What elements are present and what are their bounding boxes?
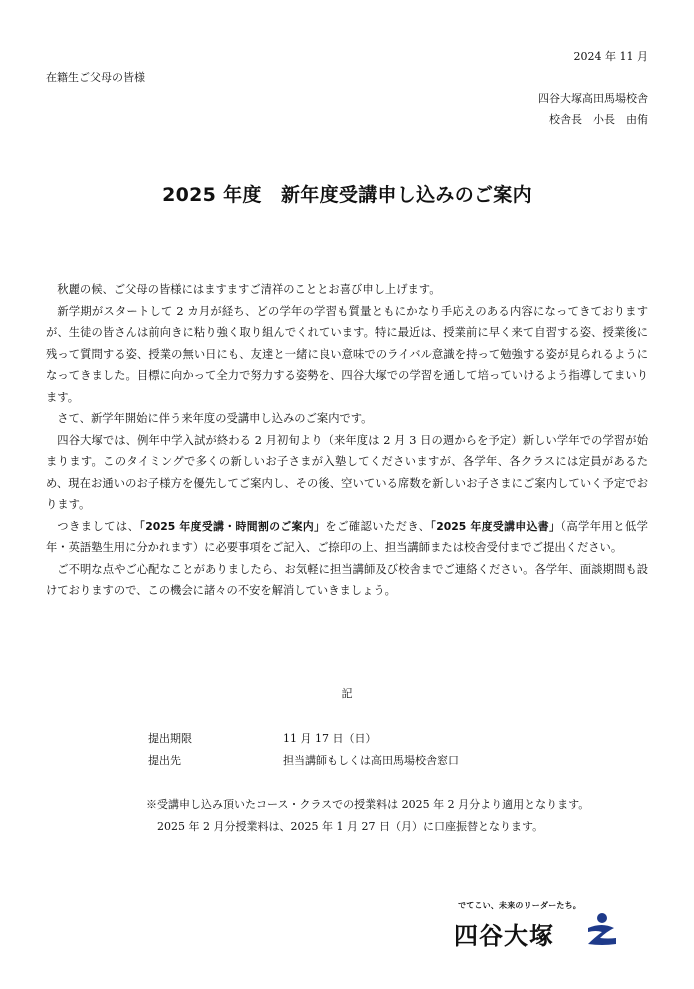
issue-date: 2024 年 11 月 [573,50,648,63]
paragraph-schedule: 四谷大塚では、例年中学入試が終わる 2 月初旬より（来年度は 2 月 3 日の週からを予定）新しい学年での学習が始まります。このタイミングで多くの新しいお子さまが入塾してくださいますが、各学年、各クラスには定員があるため、現在お通いのお子様方を優先してご案内し、その後、空いている席数を新しいお子さまにご案内していく予定でおります。 [46,433,648,511]
logo-name: 四谷大塚 [454,922,554,950]
yotsuya-otsuka-mark-icon [580,908,624,952]
school-name: 四谷大塚高田馬場校舎 [538,92,648,105]
document-title: 2025 年度 新年度受講申し込みのご案内 [162,184,532,206]
paragraph-progress: 新学期がスタートして 2 カ月が経ち、どの学年の学習も質量ともにかなり手応えのある内容になってきておりますが、生徒の皆さんは前向きに粘り強く取り組んでくれています。特に最近は、授業前に早く来て自習する姿、授業後に残って質問する姿、授業の無い日にも、友達と一緒に良い意味でのライバル意識を持って勉強する姿が見られるようになってきました。目標に向かって全力で努力する姿勢を、四谷大塚での学習を通して培っていけるよう指導してまいります。 [46,304,648,404]
recipient: 在籍生ご父母の皆様 [46,71,145,84]
paragraph-contact: ご不明な点やご心配なことがありましたら、お気軽に担当講師及び校舎までご連絡ください。各学年、面談期間も設けておりますので、この機会に諸々の不安を解消していきましょう。 [46,562,648,597]
principal-name: 校舎長 小長 由侑 [549,113,648,126]
schedule-guide-ref: 「2025 年度受講・時間割のご案内」 [139,519,326,533]
paragraph-intro: さて、新学年開始に伴う来年度の受講申し込みのご案内です。 [57,412,373,425]
deadline-label: 提出期限 [148,732,192,745]
destination-label: 提出先 [148,754,181,767]
destination-value: 担当講師もしくは高田馬場校舎窓口 [283,754,459,767]
paragraph-greeting: 秋麗の候、ご父母の皆様にはますますご清祥のこととお喜び申し上げます。 [57,283,441,296]
application-form-ref: 「2025 年度受講申込書」 [430,519,561,533]
deadline-value: 11 月 17 日（日） [283,732,377,745]
fee-note-1: ※受講申し込み頂いたコース・クラスでの授業料は 2025 年 2 月分より適用となります。 [146,798,590,811]
company-logo [450,900,630,960]
logo-tagline: でてこい、未来のリーダーたち。 [458,901,581,910]
letter-body [46,279,648,602]
paragraph-request: つきましては、「2025 年度受講・時間割のご案内」をご確認いただき、「2025 年度受講申込書」（高学年用と低学年・英語塾生用に分かれます）に必要事項をご記入、ご捺印の上、担当講師または校舎受付までご提出ください。 [46,519,648,554]
ki-heading: 記 [341,687,353,700]
fee-note-2: 2025 年 2 月分授業料は、2025 年 1 月 27 日（月）に口座振替となります。 [157,820,544,833]
